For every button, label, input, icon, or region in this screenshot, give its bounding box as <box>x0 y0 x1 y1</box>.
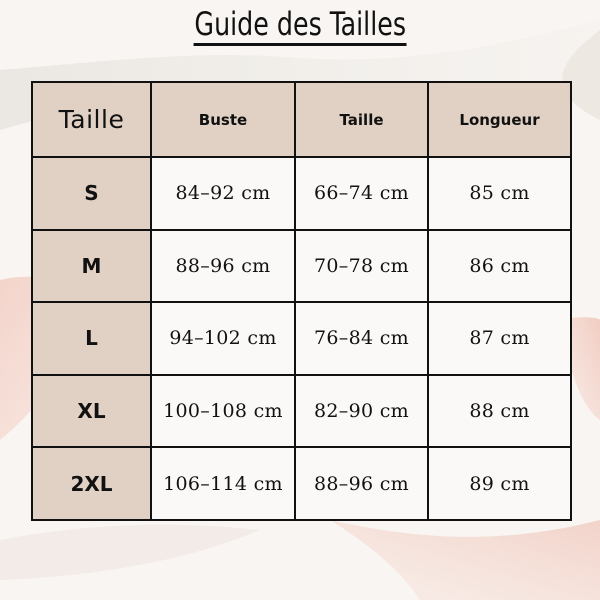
header-taille-waist: Taille <box>295 82 428 157</box>
buste-value: 88–96 cm <box>151 230 295 303</box>
size-label: 2XL <box>32 447 151 520</box>
buste-value: 94–102 cm <box>151 302 295 375</box>
page-title-text: Guide des Tailles <box>193 5 406 46</box>
longueur-value: 88 cm <box>428 375 571 448</box>
taille-value: 88–96 cm <box>295 447 428 520</box>
size-label: L <box>32 302 151 375</box>
longueur-value: 85 cm <box>428 157 571 230</box>
size-label: XL <box>32 375 151 448</box>
table-row <box>32 157 571 230</box>
header-longueur: Longueur <box>428 82 571 157</box>
header-taille-size: Taille <box>32 82 151 157</box>
buste-value: 106–114 cm <box>151 447 295 520</box>
longueur-value: 86 cm <box>428 230 571 303</box>
taille-value: 70–78 cm <box>295 230 428 303</box>
size-label: M <box>32 230 151 303</box>
buste-value: 100–108 cm <box>151 375 295 448</box>
taille-value: 76–84 cm <box>295 302 428 375</box>
header-buste: Buste <box>151 82 295 157</box>
table-row <box>32 302 571 375</box>
table-header-row <box>32 82 571 157</box>
longueur-value: 89 cm <box>428 447 571 520</box>
longueur-value: 87 cm <box>428 302 571 375</box>
table-row <box>32 375 571 448</box>
taille-value: 82–90 cm <box>295 375 428 448</box>
buste-value: 84–92 cm <box>151 157 295 230</box>
size-chart-table <box>31 81 572 521</box>
taille-value: 66–74 cm <box>295 157 428 230</box>
table-row <box>32 230 571 303</box>
page-title <box>0 2 600 46</box>
size-label: S <box>32 157 151 230</box>
table-row <box>32 447 571 520</box>
